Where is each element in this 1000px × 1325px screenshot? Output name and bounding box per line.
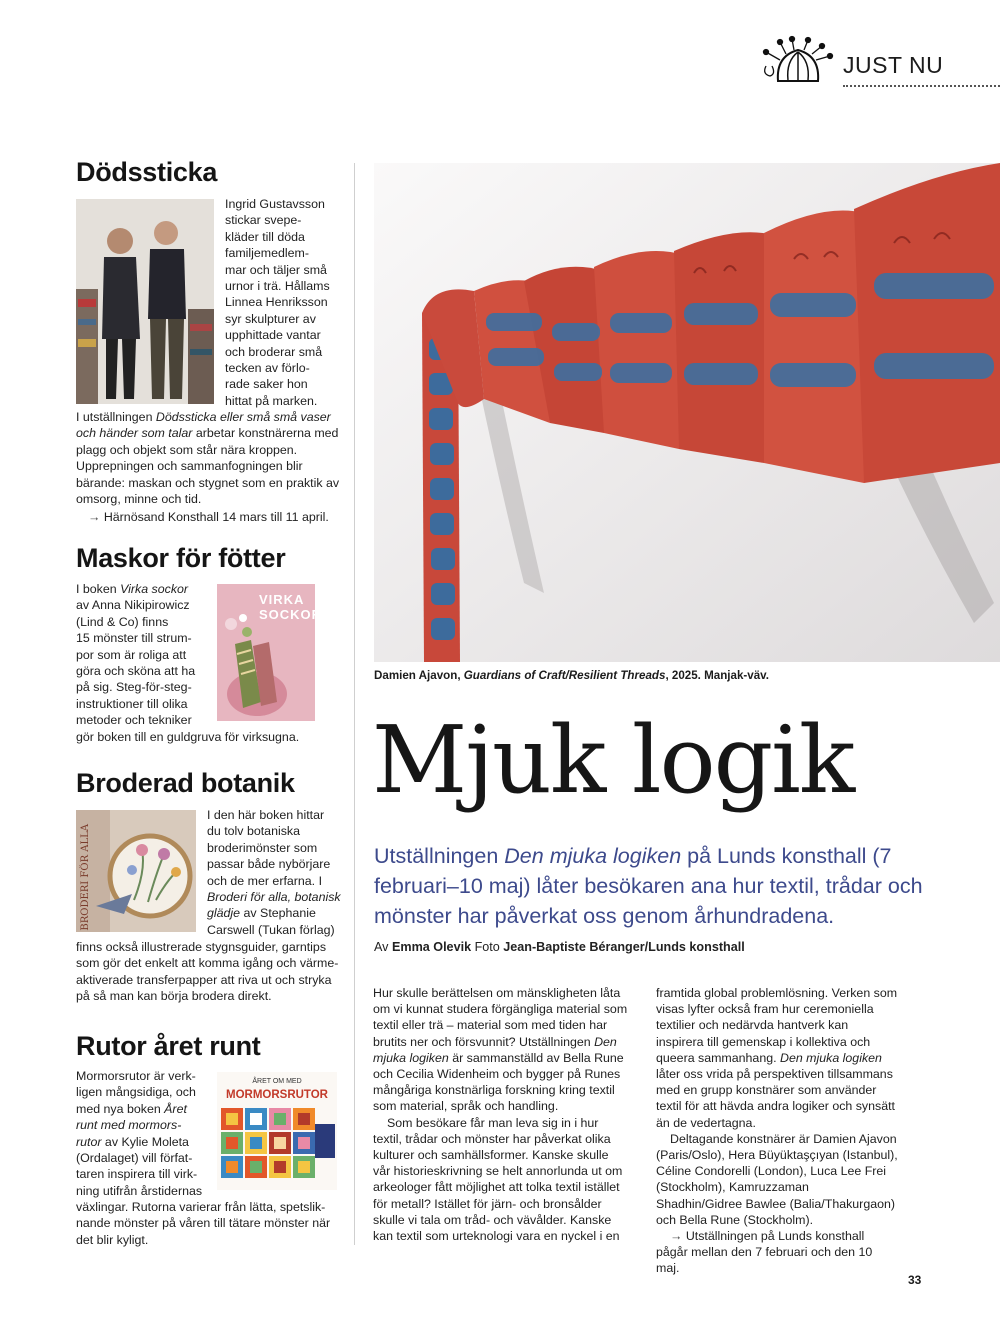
text-run: Damien Ajavon, bbox=[374, 669, 464, 682]
article-headline: Mjuk logik bbox=[372, 706, 854, 814]
text-run: Av bbox=[374, 940, 392, 954]
text-run: Utställningen bbox=[374, 844, 505, 868]
text-run: Foto bbox=[471, 940, 504, 954]
text-run: på Lunds konsthall (7 februari–10 maj) låter besökaren ana hur textil, trådar och mönster har påverkat oss genom århundradena. bbox=[374, 844, 923, 928]
author-name: Emma Olevik bbox=[391, 940, 472, 954]
text-line bbox=[76, 581, 216, 597]
arrow-right-icon: → bbox=[88, 510, 101, 524]
book-cover-subtitle: ÅRET OM MED bbox=[252, 1078, 302, 1085]
text-line: Ingrid Gustavsson bbox=[225, 197, 325, 211]
book-cover-title: BRODERI FÖR ALLA bbox=[80, 824, 91, 931]
text-run: framtida global problemlösning. Verken som visas lyfter också fram hur ceremoniella textilier och nedärvda hantverk kan inspirera till gemenskap i kollektiva och queera sammanhang. bbox=[656, 986, 898, 1065]
text-line: kläder till döda bbox=[225, 229, 305, 244]
doddsticka-body bbox=[76, 409, 344, 507]
article-column-2 bbox=[656, 985, 898, 1277]
text-run: av Stephanie bbox=[240, 906, 316, 921]
text-line: broderimönster som bbox=[207, 840, 318, 855]
book-cover-title: MORMORSRUTOR bbox=[225, 1089, 328, 1101]
maskor-last-line: gör boken till en guldgruva för virksugna. bbox=[76, 730, 300, 744]
text-line: Mormorsrutor är verk- bbox=[76, 1069, 196, 1083]
rutor-text bbox=[76, 1068, 216, 1199]
text-line: familjemedlem- bbox=[225, 246, 309, 261]
text-line: på sig. Steg-för-steg- bbox=[76, 680, 192, 695]
text-line: hittat på marken. bbox=[225, 393, 318, 408]
text-line: tecken av förlo- bbox=[225, 361, 310, 376]
paragraph bbox=[656, 985, 898, 1131]
text-line: upphittade vantar bbox=[225, 328, 321, 343]
doddsticka-info bbox=[88, 509, 329, 525]
text-line bbox=[207, 889, 347, 905]
text-run: är sammanställd av Bella Rune och Cecilia Widenheim och bygger på Runes mångåriga konstnärliga forskning kring textil som material, språk och handling. bbox=[373, 1050, 624, 1114]
text-run: med nya boken bbox=[76, 1101, 165, 1116]
text-line: taren inspirera till virk- bbox=[76, 1167, 198, 1182]
artwork-title: Guardians of Craft/Resilient Threads bbox=[463, 669, 666, 682]
doddsticka-intro bbox=[225, 196, 345, 409]
text-line: mar och täljer små bbox=[225, 262, 327, 277]
text-line: syr skulpturer av bbox=[225, 311, 316, 326]
book-name: Broderi för alla, botanisk bbox=[207, 890, 341, 905]
exhibition-name: Den mjuka logiken bbox=[373, 1034, 617, 1065]
text-line: ligen mångsidiga, och bbox=[76, 1085, 196, 1100]
exhibition-name: Den mjuka logiken bbox=[780, 1050, 882, 1065]
text-line bbox=[76, 1134, 216, 1150]
text-line: passar både nybörjare bbox=[207, 857, 331, 872]
page-number: 33 bbox=[908, 1273, 922, 1287]
broderad-body: finns också illustrerade stygnsguider, garntips som gör det enkelt att komma igång och värme-aktiverade transferpapper att riva ut och stryka på så man kan börja brodera direkt. bbox=[76, 940, 339, 1004]
text-run: Utställningen på Lunds konsthall pågår mellan den 7 februari och den 10 maj. bbox=[656, 1229, 873, 1276]
text-line: av Anna Nikipirowicz bbox=[76, 598, 190, 613]
book-name: runt med mormors- bbox=[76, 1118, 182, 1133]
text-run: arbetar konstnärerna med plagg och objekt som står nära kroppen. Upprepningen och sammanfogningen blir bärande: maskan och stygnet som en praktik av omsorg, minne och tid. bbox=[76, 426, 340, 507]
paragraph bbox=[373, 985, 629, 1115]
text-run: av Kylie Moleta bbox=[101, 1134, 189, 1149]
text-line: por som är roliga att bbox=[76, 647, 187, 662]
pincushion-logo-icon bbox=[758, 36, 838, 86]
text-line: rade saker hon bbox=[225, 377, 308, 392]
text-run: Hur skulle berättelsen om mänskligheten låta om vi kunnat studera förgängliga material som textil eller trä – material som med tiden har brutits ner och försvunnit? Utställningen bbox=[373, 986, 628, 1049]
text-line: (Lind & Co) finns bbox=[76, 614, 169, 629]
book-name: Virka sockor bbox=[120, 582, 189, 596]
text-line: I den här boken hittar bbox=[207, 808, 325, 822]
venue-dates: Härnösand Konsthall 14 mars till 11 april. bbox=[103, 510, 329, 524]
text-line bbox=[76, 1101, 216, 1117]
paragraph bbox=[656, 1228, 898, 1277]
article-lede bbox=[374, 841, 934, 931]
byline bbox=[374, 940, 745, 954]
text-line: ning utifrån årstidernas bbox=[76, 1183, 203, 1198]
exhibition-name: Den mjuka logiken bbox=[504, 844, 682, 868]
section-title: JUST NU bbox=[843, 52, 944, 78]
paragraph: Deltagande konstnärer är Damien Ajavon (Paris/Oslo), Hera Büyüktaşçıyan (Istanbul), Céline Condorelli (London), Luca Lee Frei (Stockholm), Kamruzzaman Shadhin/Gidree Bawlee (Balia/Thakurgaon) och Bella Rune (Stockholm). bbox=[656, 1131, 898, 1227]
textile-artwork-photo bbox=[374, 163, 1000, 662]
text-line: Carswell (Tukan förlag) bbox=[207, 922, 335, 937]
book-name: Året bbox=[164, 1101, 187, 1116]
maskor-text bbox=[76, 581, 216, 729]
article-column-1 bbox=[373, 985, 629, 1244]
book-name: glädje bbox=[207, 906, 241, 921]
text-run: , 2025. Manjak-väv. bbox=[665, 669, 769, 682]
text-run: I utställningen bbox=[76, 410, 156, 424]
text-line: instruktioner till olika bbox=[76, 696, 188, 711]
text-line: metoder och tekniker bbox=[76, 713, 192, 728]
text-line: och broderar små bbox=[225, 344, 323, 359]
mormorsrutor-book-cover bbox=[217, 1072, 337, 1190]
text-line bbox=[207, 905, 347, 921]
arrow-right-icon: → bbox=[670, 1229, 683, 1244]
book-name: rutor bbox=[76, 1134, 102, 1149]
maskor-title: Maskor för fötter bbox=[76, 543, 286, 573]
broderad-text bbox=[207, 807, 347, 938]
text-line: Linnea Henriksson bbox=[225, 295, 328, 310]
text-line: göra och sköna att ha bbox=[76, 664, 196, 679]
column-divider bbox=[354, 163, 355, 1245]
photographer-name: Jean-Baptiste Béranger/Lunds konsthall bbox=[503, 940, 745, 954]
photo-caption bbox=[374, 669, 769, 682]
text-line: (Ordalaget) vill förfat- bbox=[76, 1151, 193, 1166]
text-line: 15 mönster till strum- bbox=[76, 631, 192, 646]
rutor-body: växlingar. Rutorna varierar från lätta, spetslik-nande mönster på våren till tätare mönster när det blir kyligt. bbox=[76, 1200, 331, 1247]
text-line: och de mer erfarna. I bbox=[207, 873, 323, 888]
virka-sockor-book-cover bbox=[217, 584, 323, 721]
text-line bbox=[76, 1117, 216, 1133]
text-line: urnor i trä. Hållams bbox=[225, 279, 330, 294]
broderi-book-cover bbox=[76, 810, 196, 932]
text-run: I boken bbox=[76, 582, 121, 596]
text-line: du tolv botaniska bbox=[207, 824, 300, 839]
doddsticka-title: Dödssticka bbox=[76, 157, 218, 187]
rutor-title: Rutor året runt bbox=[76, 1031, 261, 1061]
exhibition-name: Dödssticka eller små små vaser och händer som talar bbox=[76, 410, 331, 441]
text-line: stickar svepe- bbox=[225, 213, 302, 228]
book-cover-title: VIRKA SOCKOR bbox=[259, 592, 323, 622]
text-run: låter oss vrida på perspektiven tillsammans med en grupp konstnärer som använder textil för att hävda andra logiker och synsätt än de vedertagna. bbox=[656, 1067, 895, 1130]
header-divider bbox=[843, 85, 1000, 87]
paragraph: Som besökare får man leva sig in i hur textil, trådar och mönster har påverkat olika kulturer och samhällsformer. Kanske skulle vår historieskrivning se helt annorlunda ut om arkeologer fått möjlighet att tolka textil istället för metall? Istället för järn- och bronsålder skulle vi tala om tråd- och vävålder. Kanske kan textil som urteknologi vara en nyckel i en bbox=[373, 1115, 623, 1244]
artists-photo bbox=[76, 199, 214, 404]
broderad-title: Broderad botanik bbox=[76, 768, 295, 798]
